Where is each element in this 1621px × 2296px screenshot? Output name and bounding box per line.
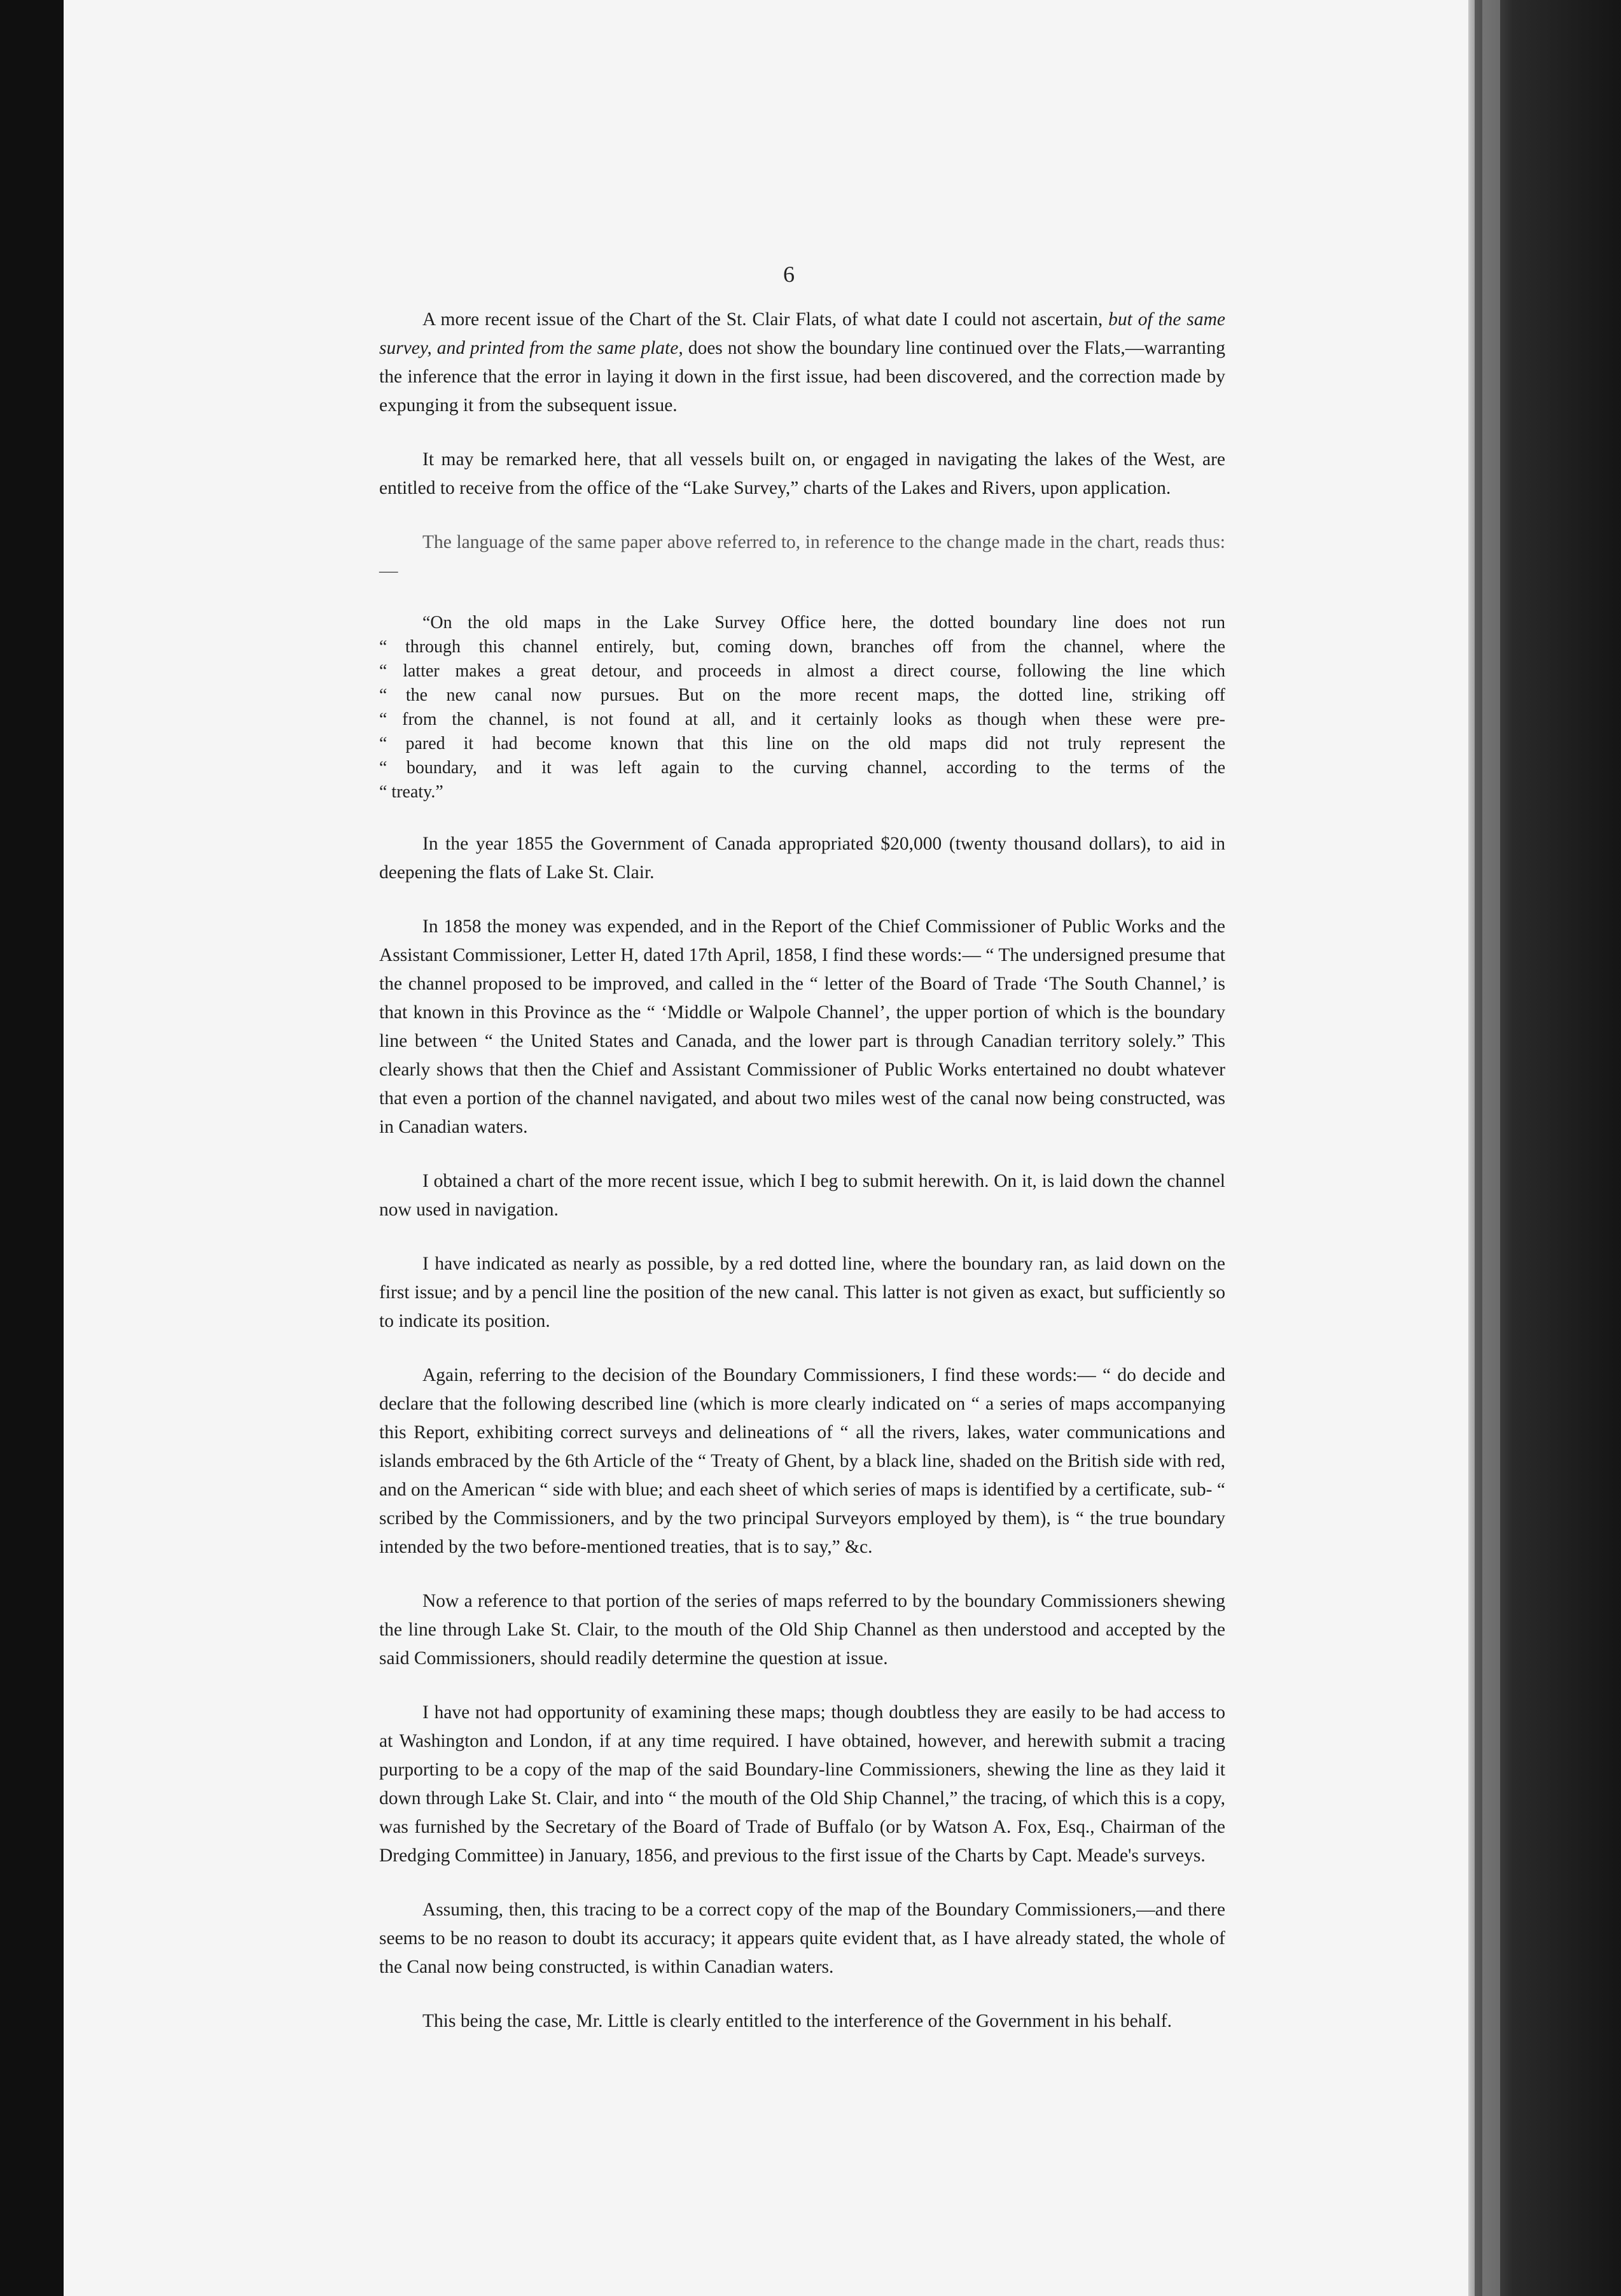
- paragraph: I have not had opportunity of examining these maps; though doubtless they are easily to be had access to at Washington and London, if at any time required. I have obtained, however, and herewith submit a tracing purporting to be a copy of the map of the said Boundary-line Commissioners, shewing the line as they laid it down through Lake St. Clair, and into “ the mouth of the Old Ship Channel,” the tracing, of which this is a copy, was furnished by the Secretary of the Board of Trade of Buffalo (or by Watson A. Fox, Esq., Chairman of the Dredging Committee) in January, 1856, and previous to the first issue of the Charts by Capt. Meade's surveys.: [379, 1702, 1225, 1866]
- paragraph: I have indicated as nearly as possible, by a red dotted line, where the boundary ran, as laid down on the first issue; and by a pencil line the position of the new canal. This latter is not given as exact, but sufficiently so to indicate its position.: [379, 1254, 1225, 1331]
- quote-line: “ boundary, and it was left again to the curving channel, according to the terms of the: [379, 758, 1225, 778]
- quote-line: “ from the channel, is not found at all, and it certainly looks as though when these were pre-: [379, 710, 1225, 729]
- quote-line: “ through this channel entirely, but, coming down, branches off from the channel, where the: [379, 637, 1225, 657]
- quote-line: “ latter makes a great detour, and proceeds in almost a direct course, following the line which: [379, 661, 1225, 681]
- paragraph: It may be remarked here, that all vessels built on, or engaged in navigating the lakes of the West, are entitled to receive from the office of the “Lake Survey,” charts of the Lakes and Rivers, upon application.: [379, 449, 1225, 498]
- paragraph: I obtained a chart of the more recent issue, which I beg to submit herewith. On it, is laid down the channel now used in navigation.: [379, 1171, 1225, 1220]
- paragraph-text: does not show the boundary line continued over the Flats,—warranting the inference that the error in laying it down in the first issue, had been discovered, and the correction made by expunging it from the subsequent issue.: [379, 338, 1226, 416]
- paragraph: In 1858 the money was expended, and in the Report of the Chief Commissioner of Public Works and the Assistant Commissioner, Letter H, dated 17th April, 1858, I find these words:— “ The undersigned presume that the channel proposed to be improved, and called in the “ letter of the Board of Trade ‘The South Channel,’ is that known in this Province as the “ ‘Middle or Walpole Channel’, the upper portion of which is the boundary line between “ the United States and Canada, and the lower part is through Canadian territory solely.” This clearly shows that then the Chief and Assistant Commissioner of Public Works entertained no doubt whatever that even a portion of the channel navigated, and about two miles west of the canal now being constructed, was in Canadian waters.: [379, 916, 1225, 1137]
- paragraph: Again, referring to the decision of the Boundary Commissioners, I find these words:— “ do decide and declare that the following described line (which is more clearly indicated on “ a series of maps accompanying this Report, exhibiting correct surveys and delineations of “ all the rivers, lakes, water communications and islands embraced by the 6th Article of the “ Treaty of Ghent, by a black line, shaded on the British side with red, and on the American “ side with blue; and each sheet of which series of maps is identified by a certificate, sub- “ scribed by the Commissioners, and by the two principal Surveyors employed by them), is “ the true boundary intended by the two before-mentioned treaties, that is to say,” &c.: [379, 1365, 1225, 1557]
- paragraph: In the year 1855 the Government of Canada appropriated $20,000 (twenty thousand dollars), to aid in deepening the flats of Lake St. Clair.: [379, 834, 1225, 883]
- body-text: [379, 305, 1225, 2061]
- block-quote: [379, 611, 1225, 804]
- paragraph: This being the case, Mr. Little is clearly entitled to the interference of the Government in his behalf.: [422, 2011, 1172, 2031]
- quote-line: “On the old maps in the Lake Survey Office here, the dotted boundary line does not run: [422, 613, 1225, 633]
- quote-line: “ treaty.”: [379, 782, 443, 802]
- paragraph: Assuming, then, this tracing to be a correct copy of the map of the Boundary Commissioners,—and there seems to be no reason to doubt its accuracy; it appears quite evident that, as I have already stated, the whole of the Canal now being constructed, is within Canadian waters.: [379, 1900, 1225, 1977]
- paragraph: [379, 305, 1225, 420]
- paragraph: The language of the same paper above referred to, in reference to the change made in the chart, reads thus:—: [379, 532, 1225, 581]
- quote-line: “ pared it had become known that this line on the old maps did not truly represent the: [379, 734, 1225, 753]
- paragraph: Now a reference to that portion of the series of maps referred to by the boundary Commissioners shewing the line through Lake St. Clair, to the mouth of the Old Ship Channel as then understood and accepted by the said Commissioners, should readily determine the question at issue.: [379, 1591, 1225, 1669]
- paragraph-italic-text: but of the same survey, and printed from the same plate,: [379, 309, 1225, 358]
- paragraph-text: A more recent issue of the Chart of the St. Clair Flats, of what date I could not ascertain,: [422, 309, 1109, 330]
- quote-line: “ the new canal now pursues. But on the more recent maps, the dotted line, striking off: [379, 685, 1225, 705]
- binding-fold: [1482, 0, 1500, 2296]
- page-number: 6: [783, 262, 795, 287]
